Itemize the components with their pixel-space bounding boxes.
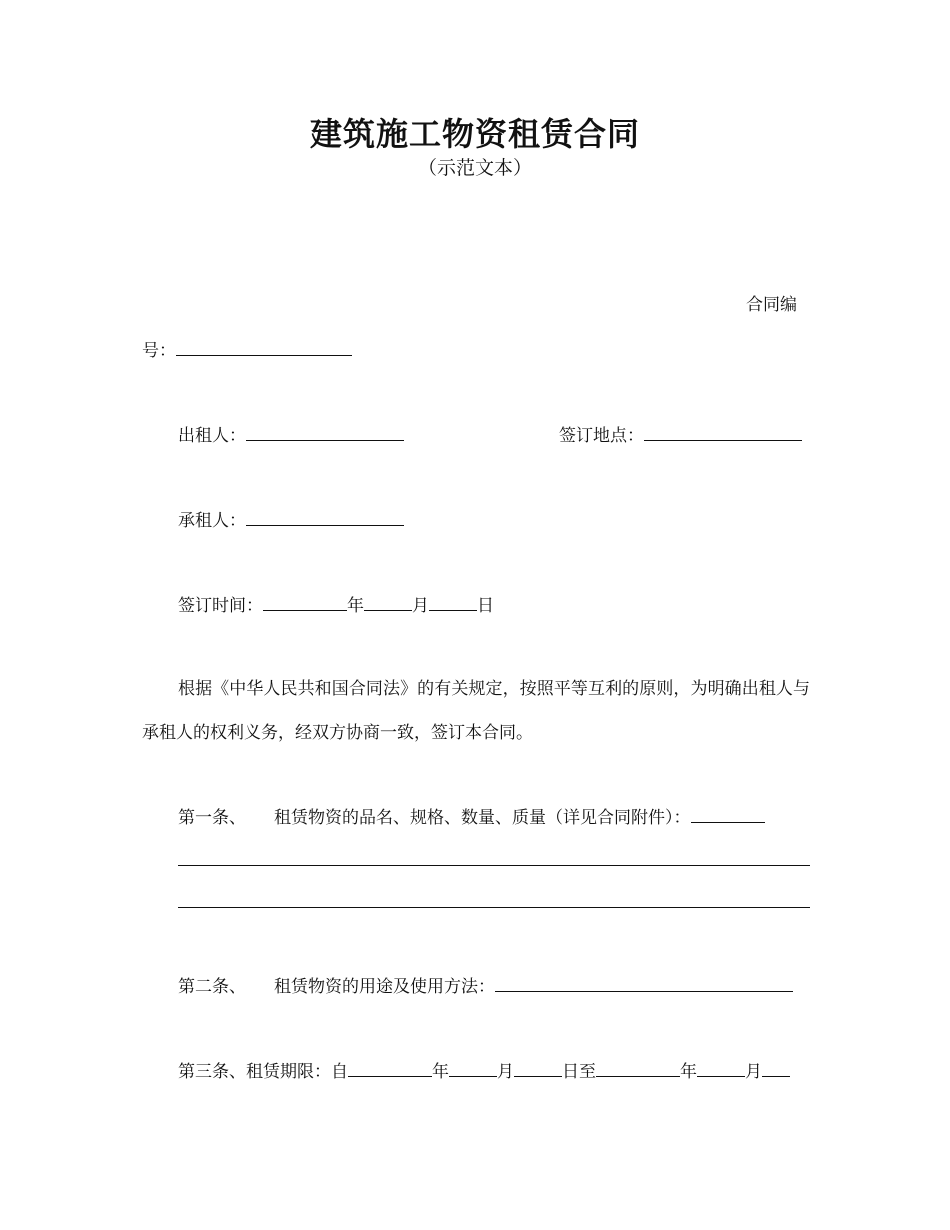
article3-year1-blank <box>348 1058 432 1077</box>
sign-date-month-blank <box>364 592 412 611</box>
article3-month2-blank <box>697 1058 745 1077</box>
sign-place-label: 签订地点： <box>559 426 644 446</box>
article3-year2-blank <box>596 1058 680 1077</box>
sign-date-month-label: 月 <box>412 596 429 616</box>
article1-number: 第一条、 <box>178 808 246 828</box>
document-subtitle: （示范文本） <box>417 157 532 179</box>
sign-place-blank <box>644 422 802 441</box>
article2-line <box>178 973 793 999</box>
lessor-blank <box>246 422 404 441</box>
article1-text: 租赁物资的品名、规格、数量、质量（详见合同附件）： <box>274 808 691 828</box>
sign-date-year-label: 年 <box>347 596 364 616</box>
article3-day1-blank <box>514 1058 562 1077</box>
article2-blank <box>495 973 793 992</box>
lessor-label: 出租人： <box>178 426 246 446</box>
lessor-line <box>178 422 404 448</box>
article1-blank <box>691 804 765 823</box>
article3-day-to-label: 日至 <box>562 1062 596 1082</box>
sign-place-line <box>559 422 802 448</box>
lessee-blank <box>246 507 404 526</box>
article2-number: 第二条、 <box>178 977 246 997</box>
article3-month1-label: 月 <box>497 1062 514 1082</box>
sign-date-line <box>178 592 494 618</box>
sign-date-label: 签订时间： <box>178 596 263 616</box>
article2-text: 租赁物资的用途及使用方法： <box>274 977 495 997</box>
article1-fill-line-2 <box>178 907 810 908</box>
contract-number-line <box>142 337 352 363</box>
article3-year2-label: 年 <box>680 1062 697 1082</box>
contract-number-blank <box>176 337 352 356</box>
document-title: 建筑施工物资租赁合同 <box>309 115 640 153</box>
lessee-label: 承租人： <box>178 511 246 531</box>
article3-month1-blank <box>449 1058 497 1077</box>
lessee-line <box>178 507 404 533</box>
article3-text: 第三条、租赁期限：自 <box>178 1062 348 1082</box>
preamble-paragraph: 根据《中华人民共和国合同法》的有关规定，按照平等互利的原则，为明确出租人与承租人的权利义务，经双方协商一致，签订本合同。 <box>142 679 810 743</box>
sign-date-year-blank <box>263 592 347 611</box>
article3-day2-blank <box>762 1058 790 1077</box>
article3-line <box>178 1058 790 1084</box>
article3-month2-label: 月 <box>745 1062 762 1082</box>
sign-date-day-label: 日 <box>477 596 494 616</box>
sign-date-day-blank <box>429 592 477 611</box>
article3-year1-label: 年 <box>432 1062 449 1082</box>
contract-number-label-part2: 号： <box>142 341 176 361</box>
article1-fill-line-1 <box>178 865 810 866</box>
article1-line <box>178 804 765 830</box>
contract-number-label-part1: 合同编 <box>746 295 797 315</box>
